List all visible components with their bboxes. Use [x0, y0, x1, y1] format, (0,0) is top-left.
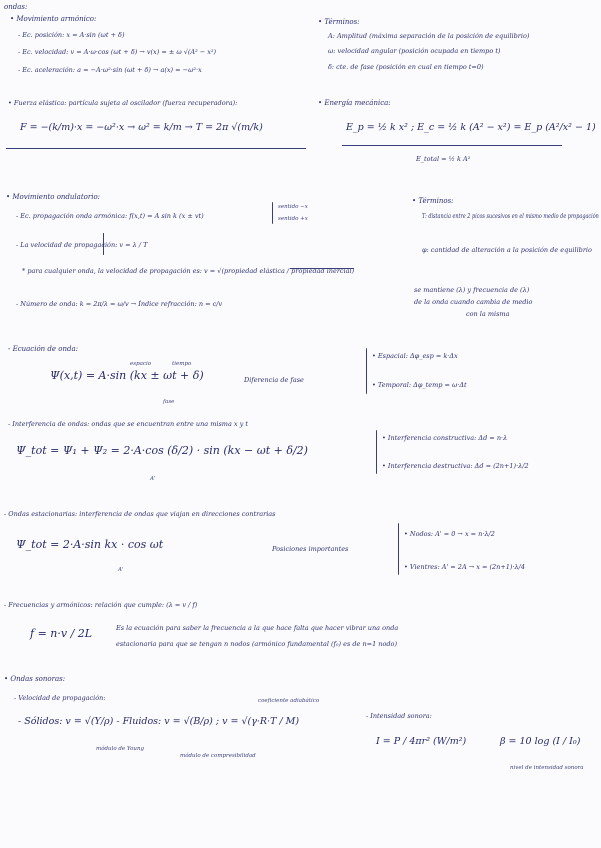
divider [6, 148, 306, 149]
decibel-note: nivel de intensidad sonora [510, 765, 584, 771]
interference-equation: Ψ_tot = Ψ₁ + Ψ₂ = 2·A·cos (δ/2) · sin (kx − ωt + δ/2) [16, 444, 308, 457]
harmonics-text-2: estacionaria para que se tengan n nodos (armónico fundamental (f₀) es de n=1 nodo) [116, 640, 397, 648]
elastic-force-equation: F = −(k/m)·x = −ω²·x → ω² = k/m → T = 2π √(m/k) [20, 122, 263, 133]
label-space: espacio [130, 361, 152, 367]
energy-title: • Energía mecánica: [318, 99, 391, 107]
label-phase: fase [163, 399, 175, 405]
interference-title: - Interferencia de ondas: ondas que se encuentran entre una misma x y t [8, 420, 248, 428]
propagation-velocity: - La velocidad de propagación: v = λ / T [16, 241, 148, 249]
harmonics-text-1: Es la ecuación para saber la frecuencia a la que hace falta que hacer vibrar una onda [116, 624, 399, 632]
nodes: • Nodos: A' = 0 → x = n·λ/2 [404, 530, 495, 538]
label-a-prime-2: A' [118, 567, 124, 573]
term-note-1: se mantiene (λ) y frecuencia de (λ) [414, 286, 530, 294]
temporal-phase: • Temporal: Δφ_temp = ω·Δt [372, 381, 467, 389]
velocity-note: * para cualquier onda, la velocidad de propagación es: v = √(propiedad elástica / propiedad inercial) [22, 267, 355, 275]
intensity-equation: I = P / 4πr² (W/m²) [376, 736, 467, 747]
energy-equation: E_p = ½ k x² ; E_c = ½ k (A² − x²) = E_p (A²/x² − 1) [346, 122, 596, 133]
wave-equation-title: - Ecuación de onda: [8, 345, 78, 353]
harmonics-equation: f = n·v / 2L [30, 627, 93, 640]
label-time: tiempo [172, 361, 192, 367]
terms-title-2: • Términos: [412, 197, 454, 205]
page-title: ondas: [4, 3, 28, 11]
spatial-phase: • Espacial: Δφ_esp = k·Δx [372, 352, 458, 360]
wave-equation: Ψ(x,t) = A·sin (kx ± ωt + δ) [50, 369, 204, 382]
sound-velocity-title: - Velocidad de propagación: [14, 694, 106, 702]
direction-negative: sentido −x [278, 204, 308, 210]
propagation-equation: - Ec. propagación onda armónica: f(x,t) = A sin k (x ± vt) [16, 212, 204, 220]
sound-velocity-equation: - Sólidos: v = √(Y/ρ) - Fluidos: v = √(B/ρ) ; v = √(γ·R·T / M) [18, 716, 300, 727]
term-note-3: con la misma [466, 310, 510, 318]
acceleration-equation: - Ec. aceleración: a = −A·ω²·sin (ωt + δ) → a(x) = −ω²·x [18, 66, 202, 74]
divider [342, 145, 562, 146]
label-a-prime-1: A' [150, 476, 156, 482]
divider [290, 268, 354, 269]
note-compressibility: módulo de compresibilidad [180, 753, 256, 759]
phase-difference-arrow: Diferencia de fase [244, 376, 304, 384]
wave-number: - Número de onda: k = 2π/λ = ω/v → Índice refracción: n = c/v [16, 300, 223, 308]
standing-waves-title: - Ondas estacionarias: interferencia de ondas que viajan en direcciones contrarias [4, 510, 276, 518]
position-equation: - Ec. posición: x = A·sin (ωt + δ) [18, 31, 125, 39]
term-phase-constant: δ: cte. de fase (posición en cual en tiempo t=0) [328, 63, 484, 71]
energy-total: E_total = ½ k A² [416, 155, 471, 163]
terms-title-1: • Términos: [318, 18, 360, 26]
decibel-equation: β = 10 log (I / I₀) [500, 736, 581, 747]
elastic-force-title: • Fuerza elástica: partícula sujeta al oscilador (fuerza recuperadora): [8, 99, 238, 107]
wave-motion-title: • Movimiento ondulatorio: [6, 193, 101, 201]
sound-waves-title: • Ondas sonoras: [4, 675, 66, 683]
antinodes: • Vientres: A' = 2A → x = (2n+1)·λ/4 [404, 563, 525, 571]
term-note-2: de la onda cuando cambia de medio [414, 298, 533, 306]
important-positions: Posiciones importantes [272, 545, 349, 553]
velocity-equation: - Ec. velocidad: v = A·ω·cos (ωt + δ) → v(x) = ± ω √(A² − x²) [18, 48, 217, 56]
standing-wave-equation: Ψ_tot = 2·A·sin kx · cos ωt [16, 538, 164, 551]
term-angular-velocity: ω: velocidad angular (posición ocupada en tiempo t) [328, 47, 501, 55]
note-adiabatic: coeficiente adiabático [258, 698, 320, 704]
term-psi: φ: cantidad de alteración a la posición de equilibrio [422, 246, 592, 254]
section-harmonic-title: • Movimiento armónico: [10, 15, 97, 23]
term-wavelength: T: distancia entre 2 picos sucesivos en el mismo medio de propagación [422, 212, 599, 220]
direction-positive: sentido +x [278, 216, 308, 222]
note-young: módulo de Young [96, 746, 145, 752]
constructive-interference: • Interferencia constructiva: Δd = n·λ [382, 434, 508, 442]
term-amplitude: A: Amplitud (máxima separación de la posición de equilibrio) [328, 32, 530, 40]
harmonics-title: - Frecuencias y armónicos: relación que cumple: (λ = v / f) [4, 601, 198, 609]
destructive-interference: • Interferencia destructiva: Δd = (2n+1)·λ/2 [382, 462, 529, 470]
intensity-title: - Intensidad sonora: [366, 712, 432, 720]
